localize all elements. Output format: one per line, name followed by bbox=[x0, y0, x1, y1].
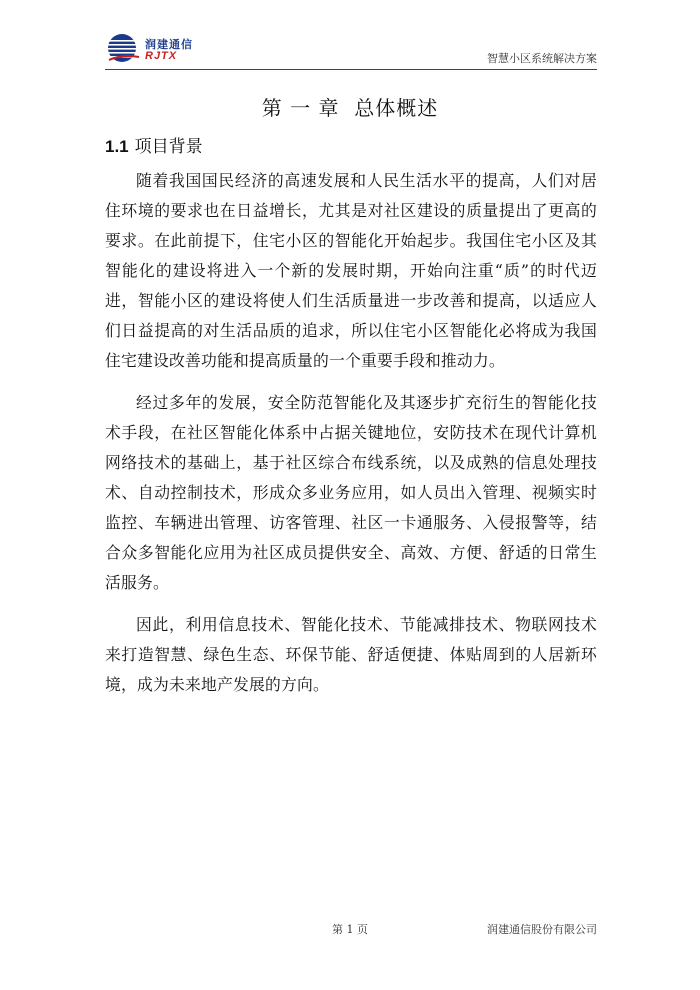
body-text bbox=[105, 166, 597, 712]
logo-english-abbr: RJTX bbox=[145, 50, 178, 62]
section-title: 项目背景 bbox=[134, 137, 203, 157]
globe-icon bbox=[105, 30, 141, 66]
header-document-title: 智慧小区系统解决方案 bbox=[487, 52, 597, 65]
chapter-title: 第 一 章 总体概述 bbox=[261, 96, 439, 120]
page-number: 第 1 页 bbox=[332, 923, 368, 936]
page-header bbox=[105, 30, 597, 70]
header-divider bbox=[105, 69, 597, 70]
logo-chinese-name: 润建通信 bbox=[145, 38, 193, 51]
section-heading bbox=[105, 132, 203, 157]
section-number: 1.1 bbox=[105, 137, 129, 156]
footer-company-name: 润建通信股份有限公司 bbox=[487, 923, 597, 936]
paragraph: 因此，利用信息技术、智能化技术、节能减排技术、物联网技术来打造智慧、绿色生态、环保节能、舒适便捷、体贴周到的人居新环境，成为未来地产发展的方向。 bbox=[105, 615, 597, 694]
company-logo bbox=[105, 30, 215, 66]
paragraph: 经过多年的发展，安全防范智能化及其逐步扩充衍生的智能化技术手段，在社区智能化体系中占据关键地位，安防技术在现代计算机网络技术的基础上，基于社区综合布线系统，以及成熟的信息处理技术、自动控制技术，形成众多业务应用，如人员出入管理、视频实时监控、车辆进出管理、访客管理、社区一卡通服务、入侵报警等，结合众多智能化应用为社区成员提供安全、高效、方便、舒适的日常生活服务。 bbox=[105, 393, 597, 592]
paragraph: 随着我国国民经济的高速发展和人民生活水平的提高，人们对居住环境的要求也在日益增长，尤其是对社区建设的质量提出了更高的要求。在此前提下，住宅小区的智能化开始起步。我国住宅小区及其智能化的建设将进入一个新的发展时期，开始向注重“质”的时代迈进，智能小区的建设将使人们生活质量进一步改善和提高，以适应人们日益提高的对生活品质的追求，所以住宅小区智能化必将成为我国住宅建设改善功能和提高质量的一个重要手段和推动力。 bbox=[105, 171, 597, 370]
